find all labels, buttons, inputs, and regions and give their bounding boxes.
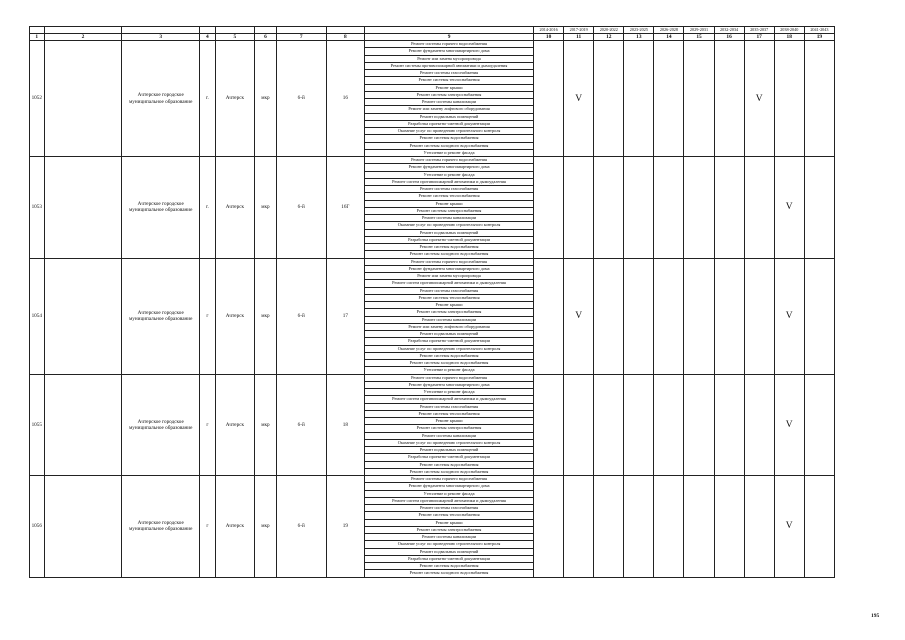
period-mark [654, 157, 684, 259]
repair-work-item: Оказание услуг по проведению строительного контроля [365, 439, 534, 446]
period-mark [594, 41, 624, 157]
period-mark [654, 258, 684, 374]
column-number-cell: 13 [624, 34, 654, 41]
header-blank-cell [44, 27, 122, 34]
street-name: 6-й [276, 258, 326, 374]
repair-work-item: Ремонт системы холодного водоснабжения [365, 251, 534, 258]
municipality-name: Ачтерское городское муниципальное образование [122, 476, 200, 578]
period-mark [744, 258, 774, 374]
street-name: 6-й [276, 157, 326, 259]
repair-work-item: Утепление и ремонт фасада [365, 367, 534, 374]
repair-work-item: Ремонт системы электроснабжения [365, 526, 534, 533]
period-header-cell: 2032-2034 [714, 27, 744, 34]
municipality-name: Ачтерское городское муниципальное образование [122, 374, 200, 476]
settlement-name: Ачтерск [215, 476, 254, 578]
repair-work-item: Ремонт системы водоснабжения [365, 352, 534, 359]
repair-work-item: Ремонт системы противопожарной автоматики и дымоудаления [365, 62, 534, 69]
period-header-cell: 2017-2019 [564, 27, 594, 34]
repair-work-item: Разработка проектно-сметной документации [365, 120, 534, 127]
period-header-cell: 2029-2031 [684, 27, 714, 34]
repair-work-item: Ремонт системы теплоснабжения [365, 410, 534, 417]
period-mark [804, 41, 834, 157]
period-mark [774, 41, 804, 157]
column-number-cell: 12 [594, 34, 624, 41]
municipality-name: Ачтерское городское муниципальное образование [122, 157, 200, 259]
period-header-cell: 2041-2043 [804, 27, 834, 34]
period-mark [534, 258, 564, 374]
table-row [30, 374, 835, 381]
repair-work-item: Ремонт системы горячего водоснабжения [365, 258, 534, 265]
period-mark: V [564, 258, 594, 374]
column-number-cell: 14 [654, 34, 684, 41]
period-mark [624, 374, 654, 476]
period-mark [594, 157, 624, 259]
repair-work-item: Ремонт подвальных помещений [365, 447, 534, 454]
street-name: 6-й [276, 41, 326, 157]
header-blank-cell [200, 27, 216, 34]
repair-work-item: Ремонт системы водоснабжения [365, 563, 534, 570]
period-mark [654, 476, 684, 578]
row-number: 1052 [30, 41, 45, 157]
page-number: 195 [871, 613, 880, 619]
street-name: 6-й [276, 374, 326, 476]
period-mark [564, 157, 594, 259]
repair-work-item: Ремонт системы водоснабжения [365, 244, 534, 251]
repair-work-item: Ремонт систем противопожарной автоматики и дымоудаления [365, 396, 534, 403]
period-mark [684, 41, 714, 157]
settlement-type: г [200, 258, 216, 374]
street-type: мкр [255, 157, 277, 259]
capital-repair-table [29, 26, 835, 578]
header-blank-cell [326, 27, 364, 34]
repair-work-item: Ремонт системы водоснабжения [365, 135, 534, 142]
period-header-cell: 2038-2040 [774, 27, 804, 34]
municipality-name: Ачтерское городское муниципальное образование [122, 258, 200, 374]
empty-cell [44, 157, 122, 259]
street-type: мкр [255, 41, 277, 157]
repair-work-item: Ремонт системы газоснабжения [365, 70, 534, 77]
repair-work-item: Ремонт фундамента многоквартирного дома [365, 164, 534, 171]
period-mark [564, 374, 594, 476]
period-mark [684, 157, 714, 259]
period-mark [624, 476, 654, 578]
repair-work-item: Ремонт системы холодного водоснабжения [365, 142, 534, 149]
repair-work-item: Ремонт фундамента многоквартирного дома [365, 483, 534, 490]
repair-work-item: Разработка проектно-сметной документации [365, 338, 534, 345]
period-mark [714, 157, 744, 259]
column-number-cell: 18 [774, 34, 804, 41]
repair-work-item: Ремонт системы горячего водоснабжения [365, 41, 534, 48]
table-row [30, 41, 835, 48]
repair-work-item: Ремонт или замена мусоропровода [365, 273, 534, 280]
column-number-cell: 10 [534, 34, 564, 41]
column-number-cell: 5 [215, 34, 254, 41]
row-number: 1055 [30, 374, 45, 476]
repair-work-item: Ремонт системы газоснабжения [365, 505, 534, 512]
repair-work-item: Ремонт подвальных помещений [365, 331, 534, 338]
period-mark [804, 258, 834, 374]
settlement-name: Ачтерск [215, 258, 254, 374]
period-mark [714, 258, 744, 374]
period-mark [594, 374, 624, 476]
settlement-type: г [200, 374, 216, 476]
house-number: 17 [326, 258, 364, 374]
period-header-cell: 2023-2025 [624, 27, 654, 34]
repair-work-item: Ремонт системы горячего водоснабжения [365, 374, 534, 381]
period-header-cell: 2020-2022 [594, 27, 624, 34]
house-number: 16Г [326, 157, 364, 259]
repair-work-item: Утепление и ремонт фасада [365, 149, 534, 156]
settlement-name: Ачтерск [215, 374, 254, 476]
column-number-cell: 9 [365, 34, 534, 41]
period-header-row [30, 27, 835, 34]
repair-work-item: Утепление и ремонт фасада [365, 171, 534, 178]
municipality-name: Ачтерское городское муниципальное образование [122, 41, 200, 157]
period-mark [744, 157, 774, 259]
empty-cell [44, 476, 122, 578]
repair-work-item: Ремонт или замену лифтового оборудования [365, 106, 534, 113]
period-mark: V [744, 41, 774, 157]
repair-work-item: Ремонт системы канализации [365, 316, 534, 323]
period-mark [624, 41, 654, 157]
house-number: 18 [326, 374, 364, 476]
header-blank-cell [276, 27, 326, 34]
repair-work-item: Ремонт системы теплоснабжения [365, 193, 534, 200]
repair-work-item: Ремонт крыши [365, 418, 534, 425]
repair-work-item: Ремонт подвальных помещений [365, 113, 534, 120]
header-blank-cell [122, 27, 200, 34]
repair-work-item: Ремонт систем противопожарной автоматики и дымоудаления [365, 178, 534, 185]
repair-work-item: Ремонт системы канализации [365, 432, 534, 439]
column-number-cell: 1 [30, 34, 45, 41]
column-number-row [30, 34, 835, 41]
period-mark [534, 374, 564, 476]
repair-work-item: Ремонт системы горячего водоснабжения [365, 157, 534, 164]
table-row [30, 476, 835, 483]
repair-work-item: Ремонт системы канализации [365, 99, 534, 106]
row-number: 1054 [30, 258, 45, 374]
repair-work-item: Утепление и ремонт фасада [365, 490, 534, 497]
column-number-cell: 17 [744, 34, 774, 41]
period-mark [744, 374, 774, 476]
table-container [29, 26, 835, 578]
house-number: 19 [326, 476, 364, 578]
street-type: мкр [255, 476, 277, 578]
period-mark: V [774, 258, 804, 374]
repair-work-item: Ремонт подвальных помещений [365, 229, 534, 236]
repair-work-item: Ремонт фундамента многоквартирного дома [365, 265, 534, 272]
header-blank-cell [365, 27, 534, 34]
empty-cell [44, 258, 122, 374]
street-type: мкр [255, 258, 277, 374]
repair-work-item: Оказание услуг по проведению строительного контроля [365, 222, 534, 229]
repair-work-item: Ремонт системы холодного водоснабжения [365, 360, 534, 367]
period-mark [654, 374, 684, 476]
repair-work-item: Ремонт или замена мусоропровода [365, 55, 534, 62]
period-mark [534, 157, 564, 259]
row-number: 1056 [30, 476, 45, 578]
settlement-type: г. [200, 41, 216, 157]
street-type: мкр [255, 374, 277, 476]
period-mark [684, 476, 714, 578]
repair-work-item: Ремонт системы теплоснабжения [365, 77, 534, 84]
repair-work-item: Ремонт системы водоснабжения [365, 461, 534, 468]
repair-work-item: Ремонт крыши [365, 302, 534, 309]
period-mark [534, 476, 564, 578]
period-mark [684, 374, 714, 476]
repair-work-item: Разработка проектно-сметной документации [365, 555, 534, 562]
column-number-cell: 6 [255, 34, 277, 41]
header-blank-cell [30, 27, 45, 34]
repair-work-item: Ремонт или замену лифтового оборудования [365, 323, 534, 330]
repair-work-item: Ремонт системы холодного водоснабжения [365, 468, 534, 475]
repair-work-item: Ремонт системы горячего водоснабжения [365, 476, 534, 483]
repair-work-item: Ремонт подвальных помещений [365, 548, 534, 555]
repair-work-item: Ремонт системы холодного водоснабжения [365, 570, 534, 577]
settlement-type: г [200, 476, 216, 578]
repair-work-item: Ремонт фундамента многоквартирного дома [365, 48, 534, 55]
period-mark: V [774, 157, 804, 259]
settlement-name: Ачтерск [215, 157, 254, 259]
period-mark [714, 374, 744, 476]
column-number-cell: 2 [44, 34, 122, 41]
repair-work-item: Оказание услуг по проведению строительного контроля [365, 541, 534, 548]
repair-work-item: Оказание услуг по проведению строительного контроля [365, 128, 534, 135]
repair-work-item: Ремонт системы газоснабжения [365, 287, 534, 294]
table-row [30, 258, 835, 265]
column-number-cell: 19 [804, 34, 834, 41]
period-header-cell: 2035-2037 [744, 27, 774, 34]
repair-work-item: Ремонт крыши [365, 519, 534, 526]
house-number: 16 [326, 41, 364, 157]
period-mark [714, 476, 744, 578]
repair-work-item: Ремонт системы электроснабжения [365, 91, 534, 98]
repair-work-item: Разработка проектно-сметной документации [365, 236, 534, 243]
repair-work-item: Утепление и ремонт фасада [365, 389, 534, 396]
empty-cell [44, 374, 122, 476]
period-mark [594, 258, 624, 374]
repair-work-item: Ремонт систем противопожарной автоматики и дымоудаления [365, 497, 534, 504]
period-mark [804, 476, 834, 578]
repair-work-item: Ремонт системы электроснабжения [365, 425, 534, 432]
period-mark: V [774, 476, 804, 578]
period-header-cell: 2014-2016 [534, 27, 564, 34]
period-mark [684, 258, 714, 374]
row-number: 1053 [30, 157, 45, 259]
repair-work-item: Ремонт системы электроснабжения [365, 309, 534, 316]
repair-work-item: Оказание услуг по проведению строительного контроля [365, 345, 534, 352]
repair-work-item: Ремонт системы газоснабжения [365, 186, 534, 193]
repair-work-item: Ремонт системы электроснабжения [365, 207, 534, 214]
period-mark: V [774, 374, 804, 476]
period-mark [804, 157, 834, 259]
settlement-name: Ачтерск [215, 41, 254, 157]
repair-work-item: Ремонт системы теплоснабжения [365, 294, 534, 301]
period-mark [534, 41, 564, 157]
repair-work-item: Разработка проектно-сметной документации [365, 454, 534, 461]
repair-work-item: Ремонт системы теплоснабжения [365, 512, 534, 519]
column-number-cell: 8 [326, 34, 364, 41]
repair-work-item: Ремонт крыши [365, 200, 534, 207]
empty-cell [44, 41, 122, 157]
period-mark [564, 476, 594, 578]
repair-work-item: Ремонт системы канализации [365, 534, 534, 541]
repair-work-item: Ремонт крыши [365, 84, 534, 91]
column-number-cell: 4 [200, 34, 216, 41]
column-number-cell: 7 [276, 34, 326, 41]
street-name: 6-й [276, 476, 326, 578]
repair-work-item: Ремонт систем противопожарной автоматики и дымоудаления [365, 280, 534, 287]
period-mark [714, 41, 744, 157]
period-header-cell: 2026-2028 [654, 27, 684, 34]
column-number-cell: 11 [564, 34, 594, 41]
period-mark [804, 374, 834, 476]
table-row [30, 157, 835, 164]
column-number-cell: 16 [714, 34, 744, 41]
header-blank-cell [255, 27, 277, 34]
column-number-cell: 3 [122, 34, 200, 41]
repair-work-item: Ремонт системы газоснабжения [365, 403, 534, 410]
header-blank-cell [215, 27, 254, 34]
period-mark [594, 476, 624, 578]
repair-work-item: Ремонт фундамента многоквартирного дома [365, 381, 534, 388]
period-mark [624, 258, 654, 374]
period-mark [744, 476, 774, 578]
column-number-cell: 15 [684, 34, 714, 41]
settlement-type: г. [200, 157, 216, 259]
period-mark [624, 157, 654, 259]
period-mark [654, 41, 684, 157]
period-mark: V [564, 41, 594, 157]
repair-work-item: Ремонт системы канализации [365, 215, 534, 222]
